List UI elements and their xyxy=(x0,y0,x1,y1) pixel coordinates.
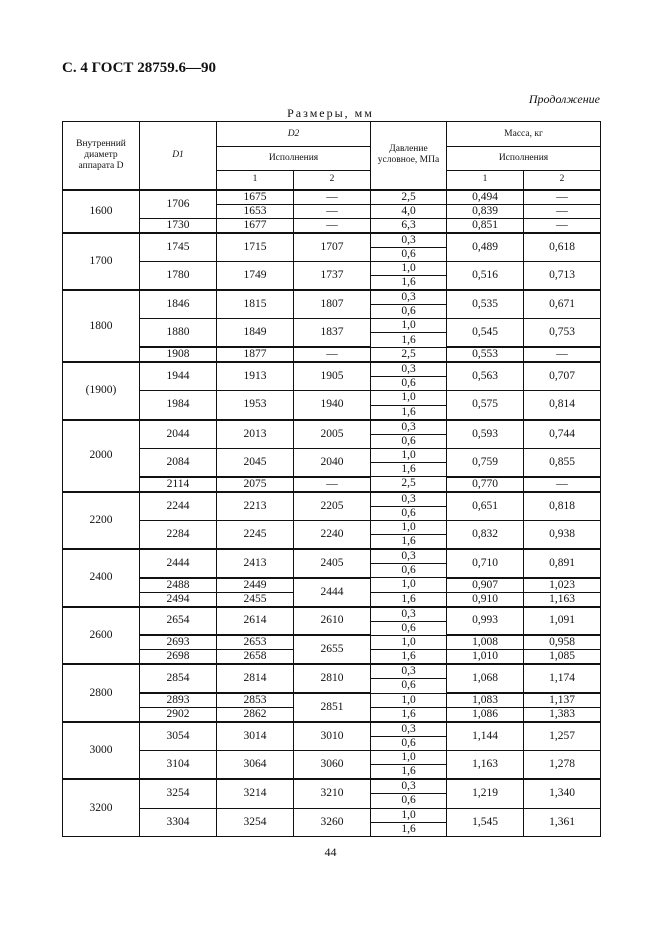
cell-inner-diameter: (1900) xyxy=(63,362,140,419)
cell-d2-ispolnenie-2: 2005 xyxy=(294,420,371,449)
cell-pressure: 1,0 xyxy=(371,808,447,822)
cell-d2-ispolnenie-2: — xyxy=(294,190,371,205)
table-row xyxy=(63,607,601,622)
cell-mass-2: 1,163 xyxy=(524,592,601,607)
table-row xyxy=(63,808,601,822)
cell-d2-ispolnenie-2: 2655 xyxy=(294,635,371,664)
col-header-ispolneniya-mass: Исполнения xyxy=(447,147,601,171)
cell-d2-ispolnenie-1: 1815 xyxy=(217,290,294,319)
cell-mass-1: 0,770 xyxy=(447,477,524,492)
cell-mass-2: 0,855 xyxy=(524,448,601,476)
cell-mass-2: 0,814 xyxy=(524,391,601,420)
cell-pressure: 2,5 xyxy=(371,477,447,492)
cell-d2-ispolnenie-2: 3060 xyxy=(294,751,371,780)
cell-inner-diameter: 2800 xyxy=(63,664,140,722)
cell-d2-ispolnenie-1: 2013 xyxy=(217,420,294,449)
cell-d2-ispolnenie-1: 3214 xyxy=(217,779,294,808)
page-header: С. 4 ГОСТ 28759.6—90 xyxy=(62,60,216,76)
cell-d2-ispolnenie-1: 1715 xyxy=(217,233,294,262)
cell-d2-ispolnenie-2: 1807 xyxy=(294,290,371,319)
col-header-d1: D1 xyxy=(140,122,217,190)
cell-mass-1: 0,516 xyxy=(447,261,524,290)
cell-d1: 1944 xyxy=(140,362,217,391)
cell-mass-2: 1,174 xyxy=(524,664,601,693)
cell-d2-ispolnenie-2: 2810 xyxy=(294,664,371,693)
cell-d1: 1908 xyxy=(140,347,217,362)
cell-mass-2: 0,671 xyxy=(524,290,601,319)
cell-d2-ispolnenie-2: 2610 xyxy=(294,607,371,636)
cell-pressure: 0,6 xyxy=(371,679,447,693)
cell-d1: 2044 xyxy=(140,420,217,449)
cell-d2-ispolnenie-2: 1707 xyxy=(294,233,371,262)
cell-pressure: 1,0 xyxy=(371,751,447,765)
cell-d1: 1745 xyxy=(140,233,217,262)
cell-inner-diameter: 3000 xyxy=(63,722,140,779)
cell-mass-1: 0,839 xyxy=(447,204,524,218)
cell-d1: 1846 xyxy=(140,290,217,319)
cell-mass-1: 0,907 xyxy=(447,578,524,593)
cell-d2-ispolnenie-1: 3064 xyxy=(217,751,294,780)
cell-mass-1: 1,545 xyxy=(447,808,524,836)
cell-pressure: 4,0 xyxy=(371,204,447,218)
cell-mass-2: 0,618 xyxy=(524,233,601,262)
cell-pressure: 1,0 xyxy=(371,578,447,593)
cell-pressure: 0,6 xyxy=(371,434,447,448)
cell-mass-2: 1,085 xyxy=(524,650,601,665)
cell-d2-ispolnenie-2: 2444 xyxy=(294,578,371,607)
cell-d1: 3304 xyxy=(140,808,217,836)
cell-mass-1: 0,494 xyxy=(447,190,524,205)
cell-mass-2: — xyxy=(524,347,601,362)
cell-mass-1: 0,563 xyxy=(447,362,524,391)
table-row xyxy=(63,362,601,377)
cell-pressure: 1,6 xyxy=(371,650,447,665)
cell-pressure: 0,6 xyxy=(371,305,447,319)
cell-mass-2: — xyxy=(524,477,601,492)
cell-inner-diameter: 1700 xyxy=(63,233,140,290)
table-row xyxy=(63,492,601,507)
cell-mass-2: 0,818 xyxy=(524,492,601,521)
cell-pressure: 0,3 xyxy=(371,492,447,507)
cell-d1: 1780 xyxy=(140,261,217,290)
table-row xyxy=(63,664,601,679)
cell-mass-2: 1,137 xyxy=(524,693,601,708)
cell-mass-2: 0,958 xyxy=(524,635,601,650)
cell-d1: 2494 xyxy=(140,592,217,607)
table-row xyxy=(63,420,601,435)
cell-d1: 3104 xyxy=(140,751,217,780)
cell-mass-2: 1,257 xyxy=(524,722,601,751)
dimensions-table xyxy=(62,121,601,837)
cell-inner-diameter: 2000 xyxy=(63,420,140,492)
cell-inner-diameter: 2200 xyxy=(63,492,140,549)
table-row xyxy=(63,190,601,205)
cell-d2-ispolnenie-1: 2075 xyxy=(217,477,294,492)
cell-mass-1: 1,144 xyxy=(447,722,524,751)
col-header-d2-2: 2 xyxy=(294,171,371,190)
cell-mass-2: 1,383 xyxy=(524,708,601,723)
cell-mass-2: — xyxy=(524,190,601,205)
cell-mass-2: 1,340 xyxy=(524,779,601,808)
col-header-mass-1: 1 xyxy=(447,171,524,190)
cell-mass-2: 1,278 xyxy=(524,751,601,780)
cell-pressure: 0,3 xyxy=(371,779,447,794)
cell-d1: 2244 xyxy=(140,492,217,521)
col-header-d2: D2 xyxy=(217,122,371,147)
cell-pressure: 1,6 xyxy=(371,592,447,607)
cell-pressure: 1,0 xyxy=(371,520,447,534)
cell-mass-1: 1,008 xyxy=(447,635,524,650)
table-caption: Размеры, мм xyxy=(287,106,374,120)
cell-d2-ispolnenie-1: 3254 xyxy=(217,808,294,836)
table-row xyxy=(63,635,601,650)
cell-d1: 1984 xyxy=(140,391,217,420)
cell-d2-ispolnenie-1: 2653 xyxy=(217,635,294,650)
cell-d2-ispolnenie-2: 2205 xyxy=(294,492,371,521)
cell-d2-ispolnenie-2: — xyxy=(294,204,371,218)
cell-d2-ispolnenie-1: 1675 xyxy=(217,190,294,205)
cell-d2-ispolnenie-2: 3260 xyxy=(294,808,371,836)
cell-inner-diameter: 2400 xyxy=(63,549,140,607)
col-header-inner-diameter: Внутренний диаметр аппарата D xyxy=(63,122,140,190)
cell-d1: 3054 xyxy=(140,722,217,751)
cell-pressure: 1,0 xyxy=(371,261,447,275)
cell-d2-ispolnenie-1: 2614 xyxy=(217,607,294,636)
col-header-mass-2: 2 xyxy=(524,171,601,190)
cell-mass-1: 0,851 xyxy=(447,218,524,233)
cell-pressure: 6,3 xyxy=(371,218,447,233)
cell-mass-1: 0,993 xyxy=(447,607,524,636)
cell-mass-1: 0,553 xyxy=(447,347,524,362)
cell-mass-1: 0,545 xyxy=(447,319,524,347)
cell-pressure: 0,6 xyxy=(371,377,447,391)
cell-d2-ispolnenie-1: 2814 xyxy=(217,664,294,693)
cell-pressure: 1,0 xyxy=(371,635,447,650)
cell-pressure: 0,6 xyxy=(371,506,447,520)
cell-mass-2: 0,744 xyxy=(524,420,601,449)
cell-d2-ispolnenie-2: — xyxy=(294,347,371,362)
cell-d2-ispolnenie-2: 1837 xyxy=(294,319,371,347)
cell-mass-2: — xyxy=(524,204,601,218)
table-body xyxy=(63,190,601,837)
cell-mass-1: 0,710 xyxy=(447,549,524,578)
cell-d2-ispolnenie-2: 3010 xyxy=(294,722,371,751)
cell-mass-1: 0,489 xyxy=(447,233,524,262)
cell-pressure: 1,0 xyxy=(371,319,447,333)
cell-pressure: 0,3 xyxy=(371,233,447,248)
cell-mass-1: 1,086 xyxy=(447,708,524,723)
cell-d2-ispolnenie-2: — xyxy=(294,218,371,233)
cell-pressure: 1,6 xyxy=(371,822,447,836)
cell-pressure: 0,3 xyxy=(371,607,447,622)
cell-d1: 1706 xyxy=(140,190,217,219)
cell-pressure: 1,0 xyxy=(371,391,447,405)
cell-d1: 2893 xyxy=(140,693,217,708)
cell-pressure: 2,5 xyxy=(371,347,447,362)
cell-d2-ispolnenie-1: 2213 xyxy=(217,492,294,521)
cell-mass-1: 1,163 xyxy=(447,751,524,780)
cell-pressure: 0,3 xyxy=(371,664,447,679)
cell-d2-ispolnenie-2: 2040 xyxy=(294,448,371,476)
table-row xyxy=(63,779,601,794)
cell-d1: 2488 xyxy=(140,578,217,593)
cell-d2-ispolnenie-1: 1953 xyxy=(217,391,294,420)
cell-pressure: 1,0 xyxy=(371,448,447,462)
cell-mass-1: 0,910 xyxy=(447,592,524,607)
col-header-pressure: Давление условное, МПа xyxy=(371,122,447,190)
cell-pressure: 1,6 xyxy=(371,333,447,347)
cell-d2-ispolnenie-1: 2413 xyxy=(217,549,294,578)
cell-d2-ispolnenie-1: 1877 xyxy=(217,347,294,362)
cell-inner-diameter: 1600 xyxy=(63,190,140,233)
cell-pressure: 1,6 xyxy=(371,405,447,420)
cell-d2-ispolnenie-1: 2853 xyxy=(217,693,294,708)
cell-pressure: 1,6 xyxy=(371,276,447,291)
cell-mass-2: — xyxy=(524,218,601,233)
table-row xyxy=(63,233,601,248)
cell-mass-2: 1,023 xyxy=(524,578,601,593)
cell-pressure: 1,6 xyxy=(371,765,447,780)
cell-pressure: 0,6 xyxy=(371,737,447,751)
cell-pressure: 0,6 xyxy=(371,794,447,808)
table-row xyxy=(63,218,601,233)
col-header-mass: Масса, кг xyxy=(447,122,601,147)
cell-d2-ispolnenie-2: 2240 xyxy=(294,520,371,549)
cell-d2-ispolnenie-1: 1653 xyxy=(217,204,294,218)
cell-pressure: 0,3 xyxy=(371,549,447,564)
cell-pressure: 2,5 xyxy=(371,190,447,205)
table-row xyxy=(63,319,601,333)
cell-d2-ispolnenie-2: 2851 xyxy=(294,693,371,722)
cell-pressure: 1,0 xyxy=(371,693,447,708)
cell-d2-ispolnenie-1: 1913 xyxy=(217,362,294,391)
cell-pressure: 0,3 xyxy=(371,722,447,737)
cell-mass-1: 0,535 xyxy=(447,290,524,319)
cell-mass-1: 1,068 xyxy=(447,664,524,693)
cell-pressure: 0,6 xyxy=(371,621,447,635)
table-row xyxy=(63,578,601,593)
cell-mass-2: 0,891 xyxy=(524,549,601,578)
cell-inner-diameter: 1800 xyxy=(63,290,140,362)
col-header-d2-1: 1 xyxy=(217,171,294,190)
cell-pressure: 0,3 xyxy=(371,290,447,305)
table-row xyxy=(63,347,601,362)
cell-d2-ispolnenie-1: 2455 xyxy=(217,592,294,607)
cell-d2-ispolnenie-2: 1737 xyxy=(294,261,371,290)
cell-d2-ispolnenie-1: 1749 xyxy=(217,261,294,290)
cell-d1: 2444 xyxy=(140,549,217,578)
cell-d2-ispolnenie-2: 2405 xyxy=(294,549,371,578)
cell-d1: 1730 xyxy=(140,218,217,233)
cell-d1: 2698 xyxy=(140,650,217,665)
cell-mass-1: 0,651 xyxy=(447,492,524,521)
cell-mass-1: 1,083 xyxy=(447,693,524,708)
cell-d1: 1880 xyxy=(140,319,217,347)
table-row xyxy=(63,549,601,564)
cell-mass-1: 0,832 xyxy=(447,520,524,549)
cell-mass-2: 0,713 xyxy=(524,261,601,290)
cell-d1: 2114 xyxy=(140,477,217,492)
cell-inner-diameter: 2600 xyxy=(63,607,140,665)
cell-d1: 2854 xyxy=(140,664,217,693)
cell-d2-ispolnenie-1: 2449 xyxy=(217,578,294,593)
cell-mass-1: 1,010 xyxy=(447,650,524,665)
cell-mass-1: 0,759 xyxy=(447,448,524,476)
cell-mass-2: 1,091 xyxy=(524,607,601,636)
cell-mass-2: 0,707 xyxy=(524,362,601,391)
cell-d2-ispolnenie-1: 1849 xyxy=(217,319,294,347)
cell-mass-2: 0,938 xyxy=(524,520,601,549)
cell-d2-ispolnenie-2: — xyxy=(294,477,371,492)
table-row xyxy=(63,520,601,534)
cell-mass-1: 1,219 xyxy=(447,779,524,808)
continuation-label: Продолжение xyxy=(528,92,600,106)
cell-mass-1: 0,593 xyxy=(447,420,524,449)
cell-d1: 2902 xyxy=(140,708,217,723)
cell-mass-2: 1,361 xyxy=(524,808,601,836)
cell-pressure: 1,6 xyxy=(371,534,447,549)
col-header-ispolneniya: Исполнения xyxy=(217,147,371,171)
cell-d2-ispolnenie-1: 2245 xyxy=(217,520,294,549)
table-row xyxy=(63,722,601,737)
cell-pressure: 0,6 xyxy=(371,247,447,261)
cell-d2-ispolnenie-1: 2658 xyxy=(217,650,294,665)
table-row xyxy=(63,693,601,708)
cell-d2-ispolnenie-2: 1905 xyxy=(294,362,371,391)
cell-d1: 2693 xyxy=(140,635,217,650)
cell-d2-ispolnenie-2: 1940 xyxy=(294,391,371,420)
table-row xyxy=(63,391,601,405)
cell-d2-ispolnenie-2: 3210 xyxy=(294,779,371,808)
cell-mass-2: 0,753 xyxy=(524,319,601,347)
table-row xyxy=(63,751,601,765)
cell-d1: 2084 xyxy=(140,448,217,476)
cell-pressure: 0,3 xyxy=(371,420,447,435)
cell-d1: 2654 xyxy=(140,607,217,636)
cell-pressure: 1,6 xyxy=(371,708,447,723)
table-row xyxy=(63,261,601,275)
cell-d2-ispolnenie-1: 2045 xyxy=(217,448,294,476)
table-row xyxy=(63,448,601,462)
cell-mass-1: 0,575 xyxy=(447,391,524,420)
table-row xyxy=(63,477,601,492)
cell-d2-ispolnenie-1: 1677 xyxy=(217,218,294,233)
cell-pressure: 0,3 xyxy=(371,362,447,377)
cell-d1: 2284 xyxy=(140,520,217,549)
page-number: 44 xyxy=(324,845,337,859)
cell-d2-ispolnenie-1: 3014 xyxy=(217,722,294,751)
cell-pressure: 0,6 xyxy=(371,563,447,577)
cell-pressure: 1,6 xyxy=(371,462,447,476)
cell-inner-diameter: 3200 xyxy=(63,779,140,836)
cell-d2-ispolnenie-1: 2862 xyxy=(217,708,294,723)
cell-d1: 3254 xyxy=(140,779,217,808)
table-row xyxy=(63,290,601,305)
